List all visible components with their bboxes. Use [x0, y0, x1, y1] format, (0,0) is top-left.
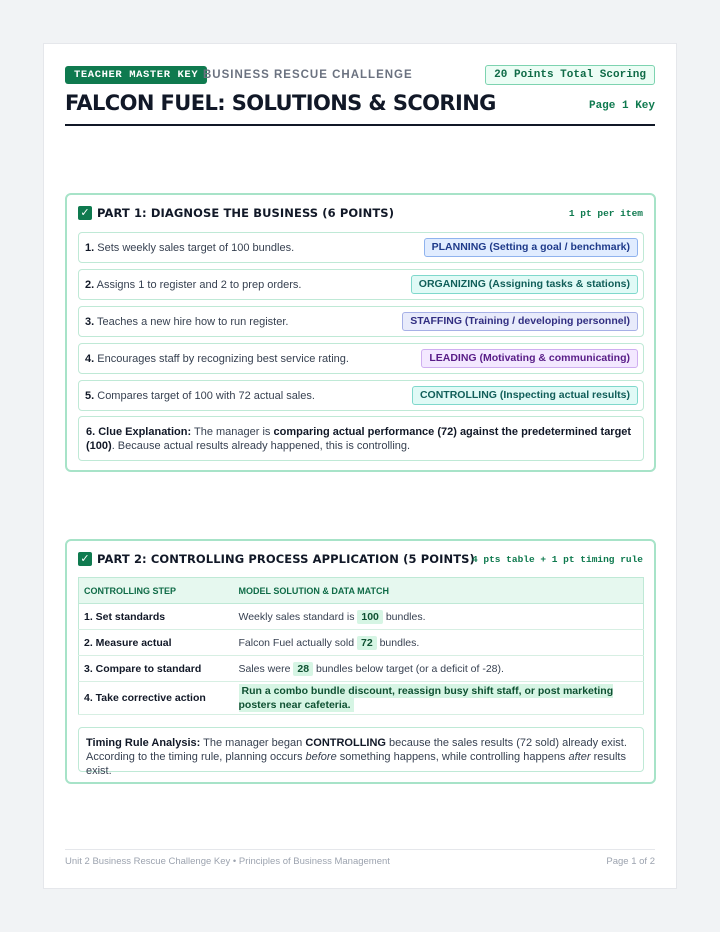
timing-text: something happens, while controlling happens: [339, 751, 566, 763]
check-icon: ✓: [78, 552, 92, 566]
answer-badge-organizing: ORGANIZING (Assigning tasks & stations): [411, 275, 638, 294]
solution-text: bundles.: [385, 610, 426, 623]
timing-italic: after: [568, 751, 591, 763]
timing-text: because the sales results (72 sold) already exist. According to the timing rule, planning occurs: [86, 737, 627, 763]
part1-title: PART 1: DIAGNOSE THE BUSINESS (6 POINTS): [97, 206, 395, 220]
table-row: [79, 604, 644, 630]
solution-cell: [234, 682, 644, 715]
footer-course-label: Unit 2 Business Rescue Challenge Key • Principles of Business Management: [65, 856, 390, 867]
answer-badge-leading: LEADING (Motivating & communicating): [421, 349, 638, 368]
answer-badge-controlling: CONTROLLING (Inspecting actual results): [412, 386, 638, 405]
clue-emphasis: comparing actual performance (72) against the predetermined target (100): [86, 426, 632, 452]
footer-page-number: Page 1 of 2: [606, 856, 655, 867]
part2-title: PART 2: CONTROLLING PROCESS APPLICATION (5 POINTS): [97, 552, 475, 566]
item-text: Assigns 1 to register and 2 to prep orders.: [96, 279, 302, 291]
highlight-value: 100: [357, 610, 383, 624]
score-total-badge: 20 Points Total Scoring: [485, 65, 655, 85]
part2-card: [65, 539, 656, 784]
item-number: 4.: [85, 353, 95, 365]
item-number: 1.: [85, 242, 95, 254]
timing-text: The manager began: [203, 737, 303, 749]
controlling-table: [78, 577, 644, 715]
diagnosis-item: [78, 269, 644, 300]
solution-cell: [234, 604, 644, 630]
step-cell: 4. Take corrective action: [79, 682, 234, 715]
header-bar: [65, 65, 655, 85]
step-cell: 2. Measure actual: [79, 630, 234, 656]
title-divider: [65, 124, 655, 126]
timing-text: results exist.: [86, 751, 626, 777]
solution-text: Weekly sales standard is: [238, 610, 355, 623]
clue-text-end: . Because actual results already happened, this is controlling.: [111, 440, 411, 452]
timing-label: Timing Rule Analysis:: [86, 737, 201, 749]
solution-text: Falcon Fuel actually sold: [238, 636, 355, 649]
step-cell: 3. Compare to standard: [79, 656, 234, 682]
clue-label: 6. Clue Explanation:: [86, 426, 192, 438]
timing-italic: before: [305, 751, 337, 763]
item-number: 5.: [85, 390, 95, 402]
diagnosis-item: [78, 380, 644, 411]
solution-text: bundles below target (or a deficit of -28).: [315, 662, 504, 675]
clue-text: The manager is: [194, 426, 271, 438]
highlight-value: 28: [293, 662, 313, 676]
answer-badge-planning: PLANNING (Setting a goal / benchmark): [424, 238, 638, 257]
column-header: CONTROLLING STEP: [79, 578, 234, 604]
table-row: [79, 656, 644, 682]
teacher-key-tag: TEACHER MASTER KEY: [65, 66, 207, 84]
part2-points-note: 4 pts table + 1 pt timing rule: [471, 554, 643, 565]
highlight-value: 72: [357, 636, 377, 650]
solution-cell: [234, 656, 644, 682]
footer-divider: [65, 849, 655, 850]
item-text: Encourages staff by recognizing best service rating.: [97, 353, 349, 365]
timing-emphasis: CONTROLLING: [305, 737, 386, 749]
answer-badge-staffing: STAFFING (Training / developing personnel): [402, 312, 638, 331]
step-cell: 1. Set standards: [79, 604, 234, 630]
table-row: [79, 630, 644, 656]
diagnosis-item: [78, 343, 644, 374]
item-number: 2.: [85, 279, 95, 291]
diagnosis-item: [78, 232, 644, 263]
solution-text: bundles.: [379, 636, 420, 649]
item-text: Teaches a new hire how to run register.: [97, 316, 289, 328]
part2-header: [78, 551, 643, 567]
page-title: FALCON FUEL: SOLUTIONS & SCORING: [65, 91, 496, 115]
part1-card: [65, 193, 656, 472]
corrective-action-text: Run a combo bundle discount, reassign busy shift staff, or post marketing posters near cafeteria.: [238, 685, 614, 711]
page-key-label: Page 1 Key: [588, 100, 655, 112]
check-icon: ✓: [78, 206, 92, 220]
clue-explanation: [78, 416, 644, 461]
item-text: Sets weekly sales target of 100 bundles.: [97, 242, 295, 254]
table-row: [79, 682, 644, 715]
table-header-row: [79, 578, 644, 604]
solution-text: Sales were: [238, 662, 291, 675]
timing-rule-analysis: [78, 727, 644, 777]
solution-cell: [234, 630, 644, 656]
part1-points-note: 1 pt per item: [568, 208, 643, 219]
diagnosis-item: [78, 306, 644, 337]
item-number: 3.: [85, 316, 95, 328]
column-header: MODEL SOLUTION & DATA MATCH: [234, 578, 644, 604]
item-text: Compares target of 100 with 72 actual sales.: [97, 390, 315, 402]
part1-header: [78, 205, 643, 221]
challenge-label: BUSINESS RESCUE CHALLENGE: [203, 69, 413, 81]
worksheet-page: [43, 43, 677, 889]
